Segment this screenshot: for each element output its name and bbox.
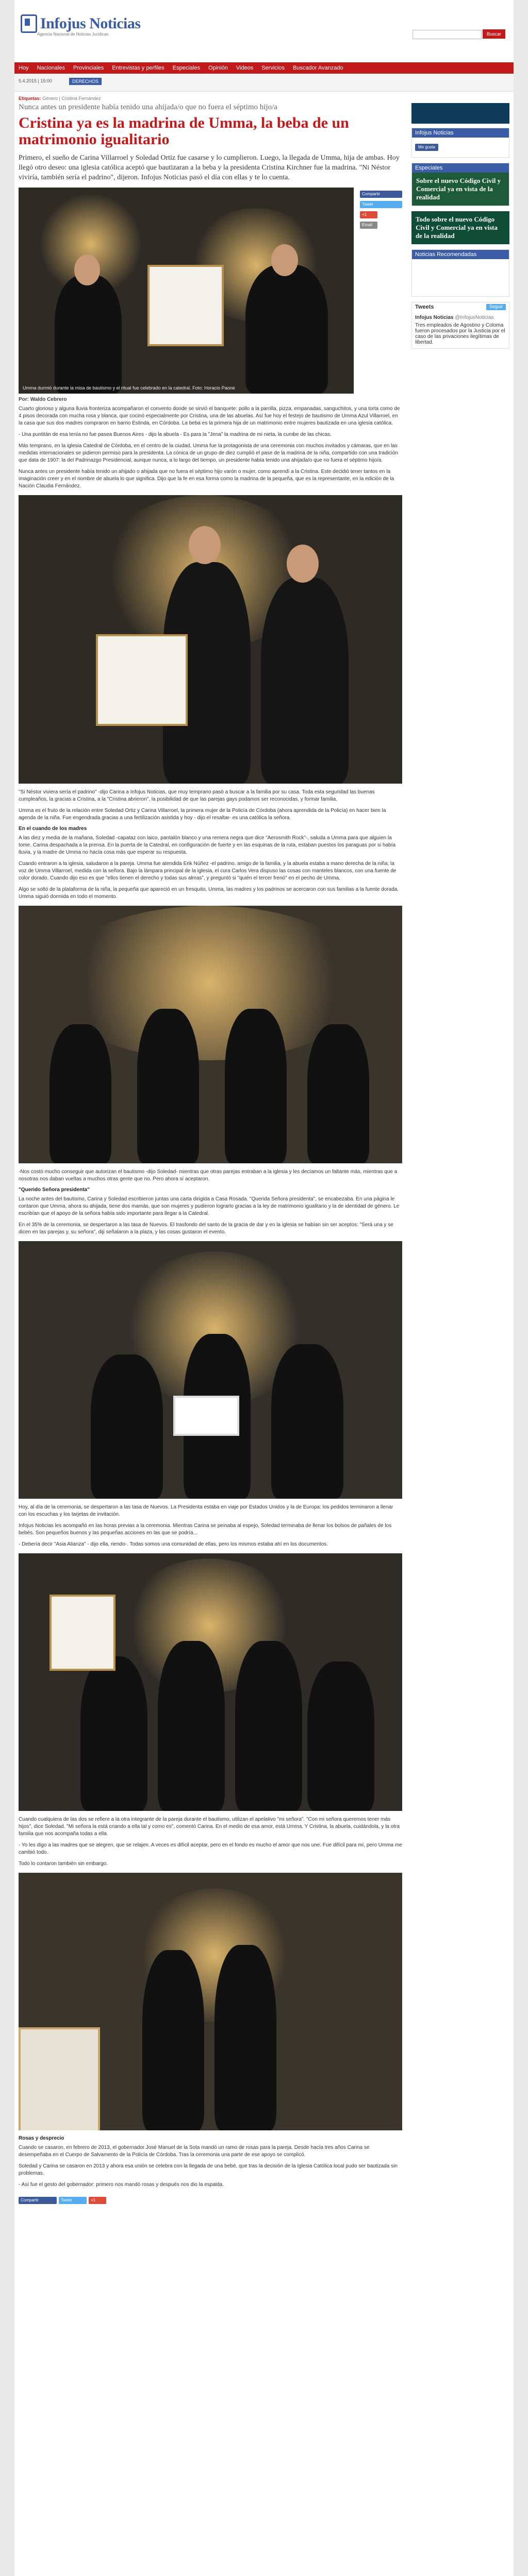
nav-item[interactable]: Entrevistas y perfiles (112, 65, 164, 71)
paragraph: Cuarto glorioso y alguna lluvia fronteriza acompañaron el convento donde se sirvió el banquete: pollo a la parrilla, pizza, empanadas, sanguchitos, y una torta como de 4 pisos decorada con mucha rosa y blanca, que cocinó especialmente por Cristina, una de las abuelas. Así fue hoy el festejo de bautismo de Umma Azul Villarroel, en la casa que sus dos madres compraron en barrio Estinda, en Córdoba. La beba es la primera hija de un matrimonio entre mujeres bautizada en una iglesia católica. (19, 406, 400, 426)
paragraph: A las diez y media de la mañana, Soledad -capataz con laico, pantalón blanco y una remera negra que dice "Aerosmith Rock"-, saluda a Umma para que alguien la tome. Carina despachada a la prensa. En la puerta de la Catedral, en configuración de fuerte y en las esquinas de la ruta, estaban puestos los paraguas por si había lluvia, y la madre de Umma no hacía cosa más que esperar su respuesta. (19, 835, 396, 855)
main-nav (14, 62, 514, 74)
nav-item[interactable]: Nacionales (37, 65, 65, 71)
facebook-share-button[interactable]: Compartir (19, 2197, 57, 2204)
photo-family (19, 1553, 402, 1811)
page (14, 0, 514, 2576)
facebook-widget: Infojus Noticias Me gusta (411, 128, 509, 158)
paragraph: Nunca antes un presidente había tenido un ahijado o ahijada que no fuera el séptimo hijo varón o mujer, como aprendí a la Cristina. Este decidió tener tantos en la imaginación creer y en el nombre de abuela lo que significa. Dijo que la fe en esa forma como la madrina de la pequeña, que es la representante, en la edición de la Nación Claudia Fernández. (19, 469, 394, 489)
article (19, 103, 402, 2207)
site-logo[interactable]: Infojus Noticias (21, 14, 141, 33)
sidebar-ad[interactable] (411, 103, 509, 124)
paragraph: -Nos costó mucho conseguir que autorizan el bautismo -dijo Soledad- mientras que otras parejas entraban a la iglesia y les decíamos un faltante más, mientras que a nosotras nos daban vueltas a muchos otras gente que no. Pero ahora sí aceptaron. (19, 1169, 398, 1182)
photo-caption: Umma durmió durante la misa de bautismo y el ritual fue celebrado en la catedral. Foto: Horacio Paone (23, 385, 235, 391)
site-header (14, 0, 514, 62)
paragraph: - Debería decir "Asia Alianza" - dijo ella, riendo-. Todas somos una comunidad de ellas, pero los mismos estaba ahí en los documentos. (19, 1541, 328, 1547)
nav-item[interactable]: Provinciales (73, 65, 104, 71)
breadcrumb: Etiquetas: Género | Cristina Fernández (19, 96, 101, 101)
paragraph: Hoy, al día de la ceremonia, se despertaron a las tasa de Nuevos. La Presidenta estaba en viaje por Estados Unidos y la de Europa: los pedidos terminaron a llenar con los escuchas y los tarjetas de invitación. (19, 1504, 393, 1517)
byline: Por: Waldo Cebrero (19, 397, 67, 402)
main-photo (19, 188, 354, 394)
email-button[interactable]: Email (360, 222, 377, 229)
sidebar (411, 103, 509, 354)
logo-subtitle: Agencia Nacional de Noticias Jurídicas (37, 32, 109, 37)
nav-item[interactable]: Especiales (172, 65, 200, 71)
tweet-button[interactable]: Tweet (360, 201, 402, 208)
paragraph: "Si Néstor viviera sería el padrino" -dijo Carina a Infojus Noticias, que muy temprano pasó a buscar a la familia por su casa. Toda esta seguridad las buenas cumpleaños, la gracias a Cristina, a la "Cristina abrieron", la posibilidad de que las parejas gays podamos ser reconocidas, y formar familia. (19, 789, 375, 802)
codigo-civil-promo[interactable]: Todo sobre el nuevo Código Civil y Comercial ya en vista de la realidad (411, 211, 509, 244)
follow-button[interactable]: Seguir (486, 304, 506, 310)
especiales-widget: Especiales Sobre el nuevo Código Civil y Comercial ya en vista de la realidad (411, 163, 509, 206)
paragraph: Infojus Noticias les acompañó en las horas previas a la ceremonia. Mientras Carina se peinaba al espejo, Soledad terminaba de llenar los bolsos de pañales de los bebés. Son pequeños buenos y las pequeñas acciones en las que se podría... (19, 1523, 392, 1536)
noticias-widget: Noticias Recomendadas (411, 249, 509, 297)
paragraph: Cuando se casaron, en febrero de 2013, el gobernador José Manuel de la Sota mandó un ramo de rosas para la pareja. Desde hacía tres años Carina se desempeñaba en el Cuerpo de Salvamento de la Policía de Córdoba. Tras la ceremonia una parte de ese apoyo se complicó. (19, 2145, 370, 2158)
subheading: Rosas y desprecio (19, 2136, 64, 2141)
photo-font (19, 1241, 402, 1499)
photo-ceremony (19, 906, 402, 1163)
paragraph: Cuando entraron a la iglesia, saludaron a la pareja. Umma fue atendida Erik Núñez -el padrino, amigo de la familia, y la abuela estaba a mano derecha de la niña; la voz de Umma Villarroel, medida con la señora. Bajo la lámpara principal de la iglesia, el cura Carlos Vera dispuso las cosas con manteles blancos, con una fuente de color dorado. Cuando dijo eso es que "ellos tienen el derecho y todas sus almas", y preguntó si "quién el tercer frenó" en el pecho de Umma. (19, 861, 397, 881)
paragraph: Soledad y Carina se casaron en 2013 y ahora esa unión se celebra con la llegada de una bebé, que tras la decisión de la Iglesia Católica local pudo ser bautizada sin problemas. (19, 2163, 398, 2176)
especiales-promo[interactable]: Sobre el nuevo Código Civil y Comercial ya en vista de la realidad (412, 173, 509, 206)
nav-item[interactable]: Buscador Avanzado (292, 65, 343, 71)
subheading: En el cuando de los madres (19, 826, 87, 832)
paragraph: La noche antes del bautismo, Carina y Soledad escribieron juntas una carta dirigida a Casa Rosada. "Querida Señora presidenta", se encabezaba. En una página le contaron que Umma, ahora su ahijada, tiene dos mamás, que son mujeres y pudieron lograrlo gracias a la ley de matrimonio igualitario y la de identidad de género. Le escribían que el apoyo de la señora había sido importante para llegar a la Catedral. (19, 1196, 400, 1216)
article-title: Cristina ya es la madrina de Umma, la beba de un matrimonio igualitario (19, 114, 349, 148)
nav-item[interactable]: Servicios (261, 65, 285, 71)
logo-icon (21, 14, 37, 33)
paragraph: Todo lo contaron también sin embargo. (19, 1861, 108, 1867)
photo-mass (19, 1873, 402, 2130)
nav-item[interactable]: Hoy (19, 65, 29, 71)
tweet-button[interactable]: Tweet (59, 2197, 87, 2204)
subheading: "Querido Señora presidenta" (19, 1187, 90, 1193)
paragraph: Más temprano, en la iglesia Catedral de Córdoba, en el centro de la ciudad, Umma fue la protagonista de una ceremonia con muchos invitados y cámaras, que en las medidas internacionales se pidieron permiso para la presidenta. La cónica de un grupo de diez cumplió el pase de la madrina de la niña, compartido con una tradición que data de 1907: la del Padrinazgo Presidencial, aunque nunca, a lo largo del tiempo, un presidente había tenido una ahijada/o que no fuera el séptimo hijo/a. (19, 443, 399, 463)
nav-item[interactable]: Videos (236, 65, 254, 71)
google-plus-button[interactable]: +1 (89, 2197, 106, 2204)
twitter-widget: Tweets Seguir Infojus Noticias @InfojusNoticias Tres empleados de Agostino y Coloma fueron procesados por la Justicia por el caso de las privaciones ilegítimas de libertad. (411, 302, 509, 349)
paragraph: - Yo les digo a las madres que se alegren, que se relajen. A veces es difícil aceptar, pero en el fondo es mucho el amor que nos une. Fue difícil para mí, pero Umma me cambió todo. (19, 1842, 402, 1855)
article-lead: Primero, el sueño de Carina Villarroel y Soledad Ortiz fue casarse y lo cumplieron. Luego, la llegada de Umma, hija de ambas. Hoy llegó otro deseo: una iglesia católica aceptó que bautizaran a la beba y la presidenta Cristina Kirchner fue la madrina. "Ni Néstor viviría, también sería el padrino", dijeron. Infojus Noticias pasó el día con ellas y te lo cuenta. (19, 154, 400, 181)
share-bar (360, 188, 402, 232)
paragraph: - Una puntitán de esa tenía no fue pasea Buenos Aires - dijo la abuela - Es para la "Jena" la madrina de mi nieta, la cumbe de las chicas. (19, 432, 332, 437)
facebook-like-button[interactable]: Me gusta (415, 144, 438, 151)
info-bar (14, 74, 514, 92)
paragraph: En el 35% de la ceremonia, se despertaron a las tasa de Nuevos. El trasfondo del santo de la gracia de dar y en la iglesia se habían sin ser aceptos: "Será una y se dicen en las parejas y, su señora", diji señalaron a la plaza, y las cosas gustaron el evento. (19, 1222, 393, 1235)
facebook-share-button[interactable]: Compartir (360, 191, 402, 198)
photo-mothers (19, 495, 402, 784)
search-input[interactable] (412, 30, 482, 39)
section-badge[interactable]: DERECHOS (69, 78, 102, 85)
nav-item[interactable]: Opinión (208, 65, 228, 71)
bottom-share-bar (19, 2194, 402, 2207)
paragraph: Cuando cualquiera de las dos se refiere a la otra integrante de la pareja durante el bautismo, utilizan el apelativo "mi señora". "Con mi señora queremos tener más hijos", dice Soledad. "Mi señora la está criando a ella tal y como es", comentó Carina. En el medio de esa amor, está Umma. Y Cristina, la abuela, cuidándola, y la otra familia que nos acompaña todas a ella. (19, 1817, 400, 1837)
article-kicker: Nunca antes un presidente había tenido una ahijada/o que no fuera el séptimo hijo/a (19, 103, 277, 111)
paragraph: - Así fue el gesto del gobernador: primero nos mandó rosas y después nos dio la espalda. (19, 2182, 224, 2188)
date-time: 5.4.2015 | 15:00 (19, 78, 52, 83)
google-plus-button[interactable]: +1 (360, 211, 377, 218)
paragraph: Algo se soltó de la plataforma de la niña, la pequeña que apareció en un fresquito, Umma, las madres y los padrinos se acercaron con sus familias a la fuente dorada. Umma siguió dormida en todo el momento. (19, 887, 399, 900)
paragraph: Umma es el fruto de la relación entre Soledad Ortiz y Carina Villarroel, la primera mujer de la Policía de Córdoba (ahora aprendida de la Policía) en hacer bien la agenda de la niña. Fue engendrada gracias a una fertilización asistida y hoy - dijo el resaltar- es una católica la señora. (19, 808, 386, 821)
search-button[interactable]: Buscar (483, 29, 505, 39)
